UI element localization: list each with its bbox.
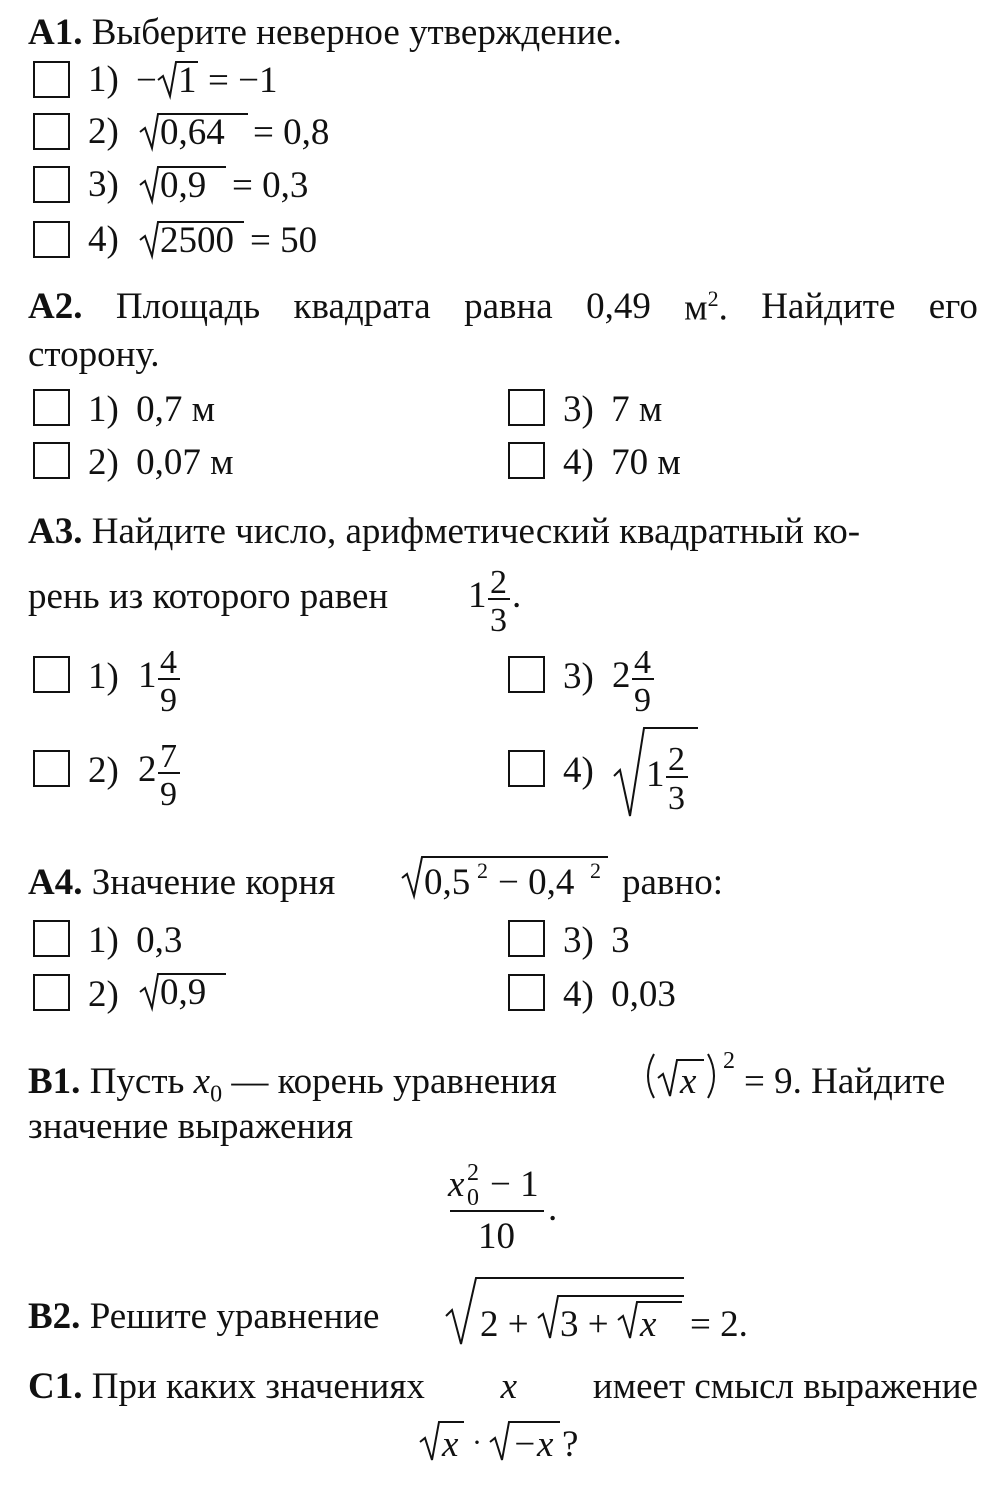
a3-option-4[interactable]: 4) bbox=[563, 750, 594, 791]
a3-option-1-checkbox[interactable] bbox=[33, 656, 70, 693]
a3-option-4-numerator: 2 bbox=[668, 741, 685, 778]
a1-option-2[interactable] bbox=[88, 113, 119, 150]
a1-option-1[interactable] bbox=[88, 61, 119, 98]
a2-option-2-label: 2) bbox=[88, 442, 119, 483]
a1-option-1-pre: − bbox=[136, 60, 157, 101]
a1-option-4-radicand: 2500 bbox=[160, 220, 234, 261]
a1-option-3-radicand: 0,9 bbox=[160, 165, 207, 206]
a2-unit: $м^2$. bbox=[684, 286, 728, 329]
b2-eq: = 2. bbox=[690, 1304, 748, 1345]
c1-question bbox=[28, 1368, 978, 1405]
a1-option-1-rest: = −1 bbox=[208, 60, 278, 101]
a3-value-whole: 1 bbox=[468, 575, 487, 616]
b1-question-line-2: значение выражения bbox=[28, 1106, 354, 1147]
a3-option-1-numerator: 4 bbox=[160, 644, 177, 681]
c1-dot: · bbox=[472, 1426, 482, 1459]
a3-option-1-denominator: 9 bbox=[160, 682, 177, 719]
a1-option-4-math bbox=[140, 216, 340, 264]
a3-value-denominator: 3 bbox=[490, 602, 507, 639]
a4-after: равно: bbox=[622, 862, 723, 903]
a1-option-1-checkbox[interactable] bbox=[33, 61, 70, 98]
a4-option-3-checkbox[interactable] bbox=[508, 920, 545, 957]
a4-option-3-value: 3 bbox=[611, 920, 630, 961]
a2-word: 0,49 bbox=[586, 286, 651, 327]
a4-option-2-radicand: 0,9 bbox=[160, 972, 207, 1013]
a2-option-3-label: 3) bbox=[563, 389, 594, 430]
a2-option-3-value: 7 м bbox=[611, 389, 663, 430]
a1-option-1-radicand: 1 bbox=[178, 60, 197, 101]
c1-radicand-2: −x bbox=[512, 1424, 554, 1465]
a2-option-2[interactable] bbox=[88, 444, 234, 481]
b2-term-3: x bbox=[640, 1304, 657, 1345]
a4-root-expression bbox=[402, 850, 612, 902]
a2-option-2-checkbox[interactable] bbox=[33, 442, 70, 479]
a2-option-3[interactable] bbox=[563, 391, 662, 428]
a2-word: Найдите bbox=[761, 286, 896, 327]
a2-option-4-checkbox[interactable] bbox=[508, 442, 545, 479]
a3-option-1-math bbox=[138, 640, 198, 720]
b1-equation bbox=[640, 1048, 980, 1104]
a4-exponent-a: 2 bbox=[477, 858, 488, 883]
a1-text: Выберите неверное утверждение. bbox=[91, 12, 622, 53]
a3-number: A3. bbox=[28, 511, 83, 552]
right-paren-icon bbox=[708, 1054, 714, 1098]
a2-word: квадрата bbox=[293, 286, 431, 327]
a3-option-3[interactable]: 3) bbox=[563, 656, 594, 697]
b2-term-1: 2 + bbox=[480, 1304, 529, 1345]
a2-option-1-checkbox[interactable] bbox=[33, 389, 70, 426]
a4-option-4-value: 0,03 bbox=[611, 974, 676, 1015]
a1-option-2-label: 2) bbox=[88, 111, 119, 152]
a1-question bbox=[28, 14, 622, 51]
a4-option-3[interactable] bbox=[563, 922, 630, 959]
a1-option-3-rest: = 0,3 bbox=[232, 165, 309, 206]
a2-question-line-2: сторону. bbox=[28, 334, 160, 375]
c1-number: C1. bbox=[28, 1366, 83, 1407]
a2-word: его bbox=[928, 286, 978, 327]
a4-option-4-label: 4) bbox=[563, 974, 594, 1015]
a2-word: Площадь bbox=[115, 286, 261, 327]
b1-variable: $x_0$ bbox=[193, 1061, 223, 1108]
a2-option-1[interactable] bbox=[88, 391, 215, 428]
a4-option-3-label: 3) bbox=[563, 920, 594, 961]
a4-option-1-label: 1) bbox=[88, 920, 119, 961]
a1-option-2-radicand: 0,64 bbox=[160, 112, 225, 153]
a3-option-2-whole: 2 bbox=[138, 749, 157, 790]
a1-option-4[interactable] bbox=[88, 221, 119, 258]
a3-option-2-checkbox[interactable] bbox=[33, 750, 70, 787]
a1-option-3-label: 3) bbox=[88, 164, 119, 205]
a3-end: . bbox=[512, 575, 522, 616]
b1-expression-fraction bbox=[440, 1158, 570, 1258]
a1-option-2-math bbox=[140, 108, 360, 156]
b2-term-2: 3 + bbox=[560, 1304, 609, 1345]
a4-option-2-checkbox[interactable] bbox=[33, 974, 70, 1011]
a1-option-2-checkbox[interactable] bbox=[33, 113, 70, 150]
a1-option-3-math bbox=[140, 161, 340, 209]
a4-text: Значение корня bbox=[91, 862, 336, 903]
a3-option-1-whole: 1 bbox=[138, 655, 157, 696]
a4-option-4-checkbox[interactable] bbox=[508, 974, 545, 1011]
a4-option-1-checkbox[interactable] bbox=[33, 920, 70, 957]
a4-radicand-b: − 0,4 bbox=[498, 862, 575, 903]
b1-number: B1. bbox=[28, 1061, 81, 1102]
c1-text-2: имеет смысл выражение bbox=[592, 1366, 978, 1407]
a3-option-2[interactable]: 2) bbox=[88, 750, 119, 791]
a3-option-4-whole: 1 bbox=[646, 754, 665, 795]
a1-number: A1. bbox=[28, 12, 83, 53]
b2-equation bbox=[446, 1272, 786, 1352]
b1-question-line-1a bbox=[28, 1063, 557, 1106]
a4-exponent-b: 2 bbox=[590, 858, 601, 883]
a3-option-3-math bbox=[612, 640, 672, 720]
b1-eq: = 9. Найдите bbox=[744, 1061, 946, 1102]
a4-question bbox=[28, 864, 335, 901]
a3-value-numerator: 2 bbox=[490, 564, 507, 601]
a3-question-line-1 bbox=[28, 513, 860, 550]
a3-question-line-2: рень из которого равен bbox=[28, 576, 389, 617]
b1-text-1: Пусть bbox=[89, 1061, 185, 1102]
a2-number: A2. bbox=[28, 286, 83, 327]
a1-option-3[interactable] bbox=[88, 166, 119, 203]
c1-expression bbox=[420, 1412, 620, 1468]
a3-option-4-denominator: 3 bbox=[668, 780, 685, 817]
a3-option-3-whole: 2 bbox=[612, 655, 631, 696]
a2-option-4-value: 70 м bbox=[611, 442, 681, 483]
a2-option-1-value: 0,7 м bbox=[136, 389, 215, 430]
a1-option-1-label: 1) bbox=[88, 59, 119, 100]
a4-radicand-a: 0,5 bbox=[424, 862, 471, 903]
b1-exponent: 2 bbox=[723, 1048, 735, 1074]
c1-end: ? bbox=[562, 1424, 579, 1465]
b2-text: Решите уравнение bbox=[89, 1296, 380, 1337]
a2-option-3-checkbox[interactable] bbox=[508, 389, 545, 426]
c1-text: При каких значениях bbox=[91, 1366, 425, 1407]
b2-question bbox=[28, 1298, 379, 1335]
a2-unit-exponent: 2 bbox=[707, 286, 719, 311]
b1-frac-den: 10 bbox=[478, 1216, 515, 1257]
a2-question-line-1 bbox=[28, 286, 978, 329]
b1-radicand: x bbox=[680, 1061, 697, 1102]
a3-option-2-math bbox=[138, 734, 198, 814]
b1-frac-num-rest: − 1 bbox=[490, 1164, 539, 1205]
a3-option-2-denominator: 9 bbox=[160, 776, 177, 813]
a3-value-fraction bbox=[468, 560, 538, 640]
a4-option-1-value: 0,3 bbox=[136, 920, 183, 961]
a2-word: равна bbox=[464, 286, 553, 327]
a1-option-3-checkbox[interactable] bbox=[33, 166, 70, 203]
a3-option-4-math bbox=[614, 724, 704, 824]
a2-option-1-label: 1) bbox=[88, 389, 119, 430]
c1-radicand-1: x bbox=[442, 1424, 459, 1465]
a3-option-3-checkbox[interactable] bbox=[508, 656, 545, 693]
b1-frac-subscript: 0 bbox=[467, 1185, 479, 1211]
a1-option-4-label: 4) bbox=[88, 219, 119, 260]
a4-option-2-math bbox=[140, 968, 240, 1016]
a3-option-3-numerator: 4 bbox=[634, 644, 651, 681]
a3-option-4-checkbox[interactable] bbox=[508, 750, 545, 787]
a3-option-3-denominator: 9 bbox=[634, 682, 651, 719]
left-paren-icon bbox=[648, 1054, 654, 1098]
a1-option-4-checkbox[interactable] bbox=[33, 221, 70, 258]
c1-part-1 bbox=[28, 1368, 425, 1405]
a3-option-2-numerator: 7 bbox=[160, 738, 177, 775]
a4-option-4[interactable] bbox=[563, 976, 676, 1013]
b1-text-2: — корень уравнения bbox=[231, 1061, 557, 1102]
b2-number: B2. bbox=[28, 1296, 81, 1337]
a2-option-4-label: 4) bbox=[563, 442, 594, 483]
a4-option-1[interactable] bbox=[88, 922, 182, 959]
a2-option-2-value: 0,07 м bbox=[136, 442, 234, 483]
b1-frac-exponent: 2 bbox=[467, 1160, 479, 1186]
b1-frac-var: x bbox=[448, 1164, 465, 1205]
b1-end: . bbox=[548, 1188, 558, 1229]
a2-option-4[interactable] bbox=[563, 444, 681, 481]
a1-option-4-rest: = 50 bbox=[250, 220, 318, 261]
a3-option-1[interactable]: 1) bbox=[88, 656, 119, 697]
c1-variable: x bbox=[500, 1366, 518, 1407]
a1-option-1-math bbox=[136, 56, 316, 104]
a4-option-2[interactable]: 2) bbox=[88, 974, 119, 1015]
a1-option-2-rest: = 0,8 bbox=[253, 112, 330, 153]
a4-number: A4. bbox=[28, 862, 83, 903]
a3-text-1: Найдите число, арифметический квадратный ко- bbox=[91, 511, 861, 552]
